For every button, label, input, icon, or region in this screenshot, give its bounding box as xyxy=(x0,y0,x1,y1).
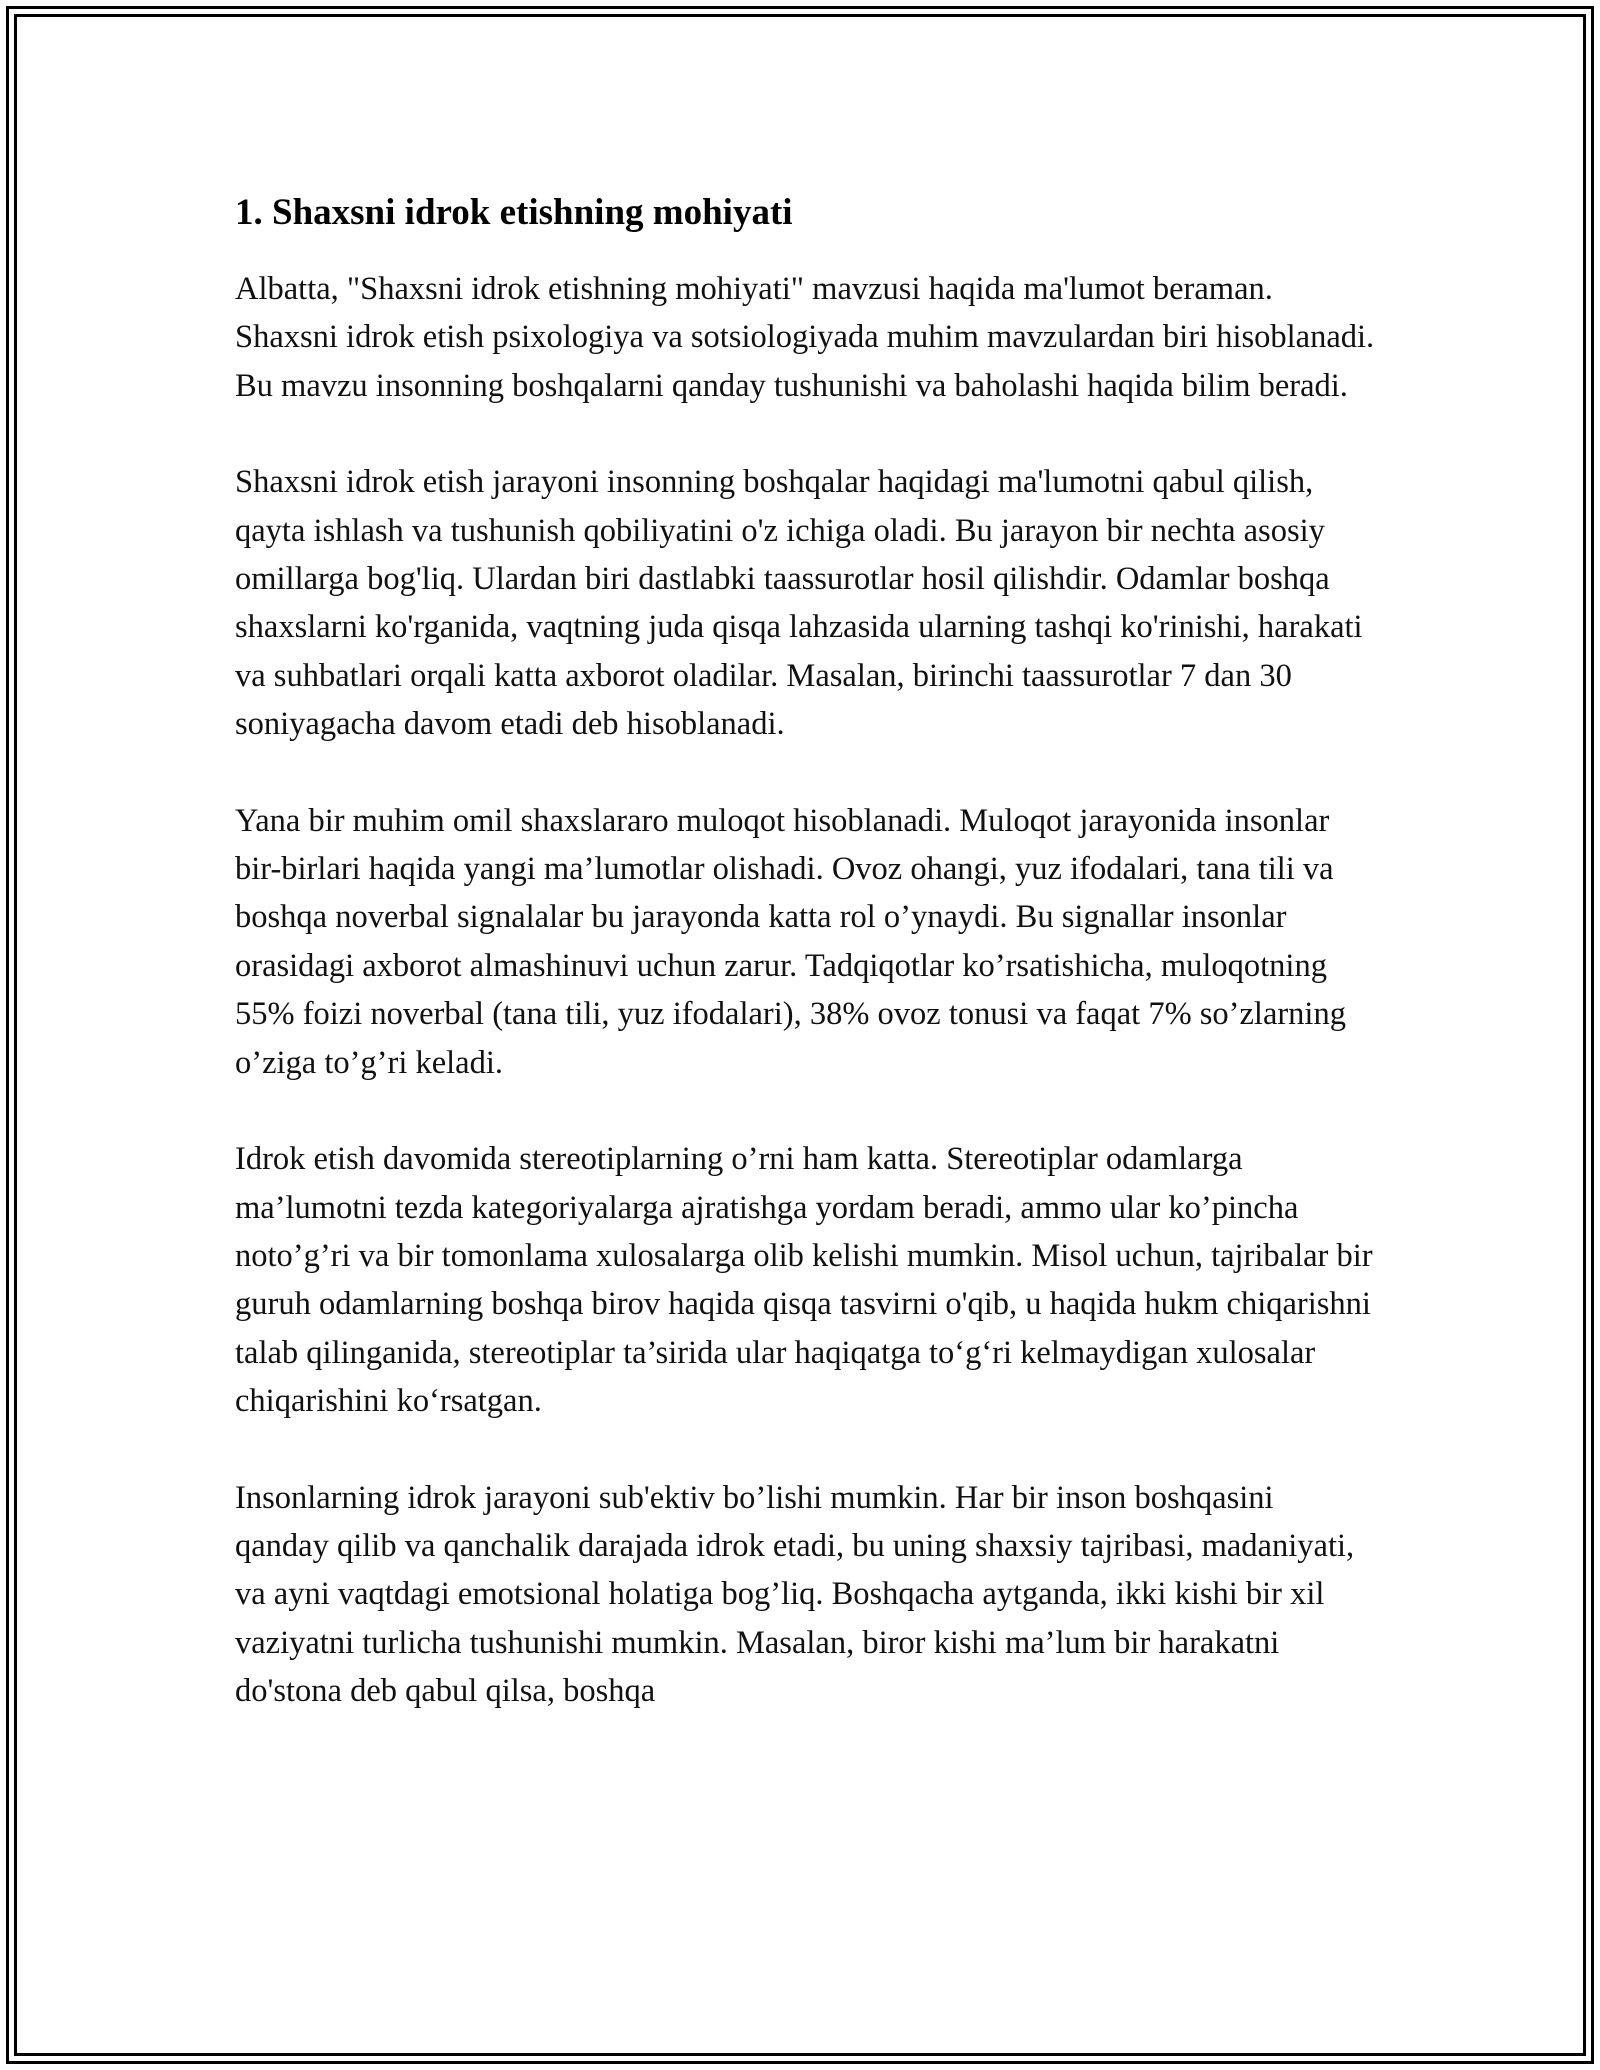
section-heading: 1. Shaxsni idrok etishning mohiyati xyxy=(235,192,793,233)
paragraph: Shaxsni idrok etish jarayoni insonning boshqalar haqidagi ma'lumotni qabul qilish, qayta ishlash va tushunish qobiliyatini o'z ichiga oladi. Bu jarayon bir nechta asosiy omillarga bog'liq. Ulardan biri dastlabki taassurotlar hosil qilishdir. Odamlar boshqa shaxslarni ko'rganida, vaqtning juda qisqa lahzasida ularning tashqi ko'rinishi, harakati va suhbatlari orqali katta axborot oladilar. Masalan, birinchi taassurotlar 7 dan 30 soniyagacha davom etadi deb hisoblanadi. xyxy=(235,464,1363,743)
paragraph: Yana bir muhim omil shaxslararo muloqot hisoblanadi. Muloqot jarayonida insonlar bir-birlari haqida yangi ma’lumotlar olishadi. Ovoz ohangi, yuz ifodalari, tana tili va boshqa noverbal signalalar bu jarayonda katta rol o’ynaydi. Bu signallar insonlar orasidagi axborot almashinuvi uchun zarur. Tadqiqotlar ko’rsatishicha, muloqotning 55% foizi noverbal (tana tili, yuz ifodalari), 38% ovoz tonusi va faqat 7% so’zlarning o’ziga to’g’ri keladi. xyxy=(235,802,1346,1081)
paragraph: Insonlarning idrok jarayoni sub'ektiv bo’lishi mumkin. Har bir inson boshqasini qanday qilib va qanchalik darajada idrok etadi, bu uning shaxsiy tajribasi, madaniyati, va ayni vaqtdagi emotsional holatiga bog’liq. Boshqacha aytganda, ikki kishi bir xil vaziyatni turlicha tushunishi mumkin. Masalan, biror kishi ma’lum bir harakatni do'stona deb qabul qilsa, boshqa xyxy=(235,1479,1355,1710)
paragraph: Idrok etish davomida stereotiplarning o’rni ham katta. Stereotiplar odamlarga ma’lumotni tezda kategoriyalarga ajratishga yordam beradi, ammo ular ko’pincha noto’g’ri va bir tomonlama xulosalarga olib kelishi mumkin. Misol uchun, tajribalar bir guruh odamlarning boshqa birov haqida qisqa tasvirni o'qib, u haqida hukm chiqarishni talab qilinganida, stereotiplar ta’sirida ular haqiqatga to‘g‘ri kelmaydigan xulosalar chiqarishini ko‘rsatgan. xyxy=(235,1141,1373,1420)
document-body xyxy=(235,185,1375,1764)
paragraph: Albatta, "Shaxsni idrok etishning mohiyati" mavzusi haqida ma'lumot beraman. Shaxsni idrok etish psixologiya va sotsiologiyada muhim mavzulardan biri hisoblanadi. Bu mavzu insonning boshqalarni qanday tushunishi va baholashi haqida bilim beradi. xyxy=(235,271,1375,404)
